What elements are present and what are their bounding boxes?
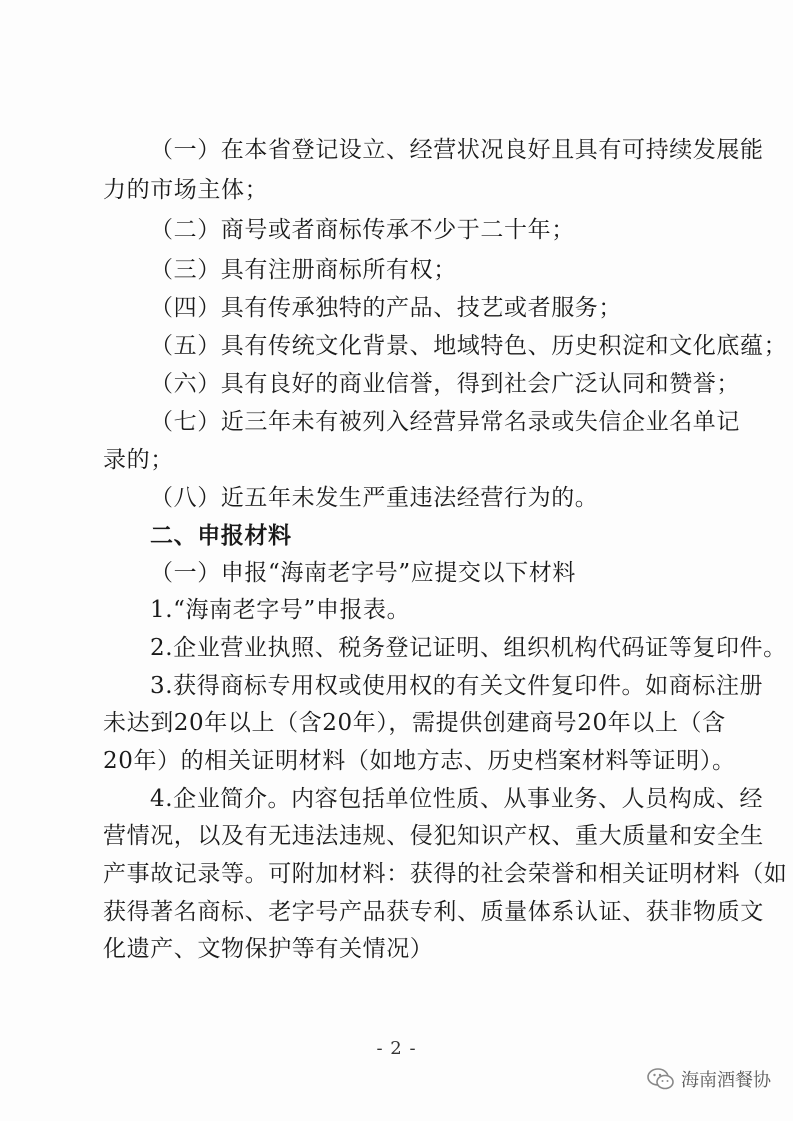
page-number: - 2 - xyxy=(376,1038,417,1059)
text-line-1: （一）在本省登记设立、经营状况良好且具有可持续发展能 xyxy=(150,137,764,163)
text-line-16: 未达到20年以上（含20年），需提供创建商号20年以上（含 xyxy=(103,710,726,736)
text-line-10: （八）近五年未发生严重违法经营行为的。 xyxy=(150,485,599,511)
text-line-21: 获得著名商标、老字号产品获专利、质量体系认证、获非物质文 xyxy=(103,899,764,925)
watermark xyxy=(647,1066,771,1092)
text-line-2: 力的市场主体； xyxy=(103,177,269,203)
section-heading: 二、申报材料 xyxy=(150,523,292,549)
text-line-5: （四）具有传承独特的产品、技艺或者服务； xyxy=(150,295,622,321)
text-line-19: 营情况，以及有无违法违规、侵犯知识产权、重大质量和安全生 xyxy=(103,823,764,849)
text-line-12: （一）申报“海南老字号”应提交以下材料 xyxy=(150,560,576,586)
text-line-7: （六）具有良好的商业信誉，得到社会广泛认同和赞誉； xyxy=(150,371,740,397)
text-line-14: 2.企业营业执照、税务登记证明、组织机构代码证等复印件。 xyxy=(150,635,787,661)
text-line-8: （七）近三年未有被列入经营异常名录或失信企业名单记 xyxy=(150,409,740,435)
text-line-6: （五）具有传统文化背景、地域特色、历史积淀和文化底蕴； xyxy=(150,333,788,359)
watermark-text: 海南酒餐协 xyxy=(681,1070,771,1091)
wechat-icon xyxy=(647,1067,675,1091)
text-line-9: 录的； xyxy=(103,447,174,473)
text-line-4: （三）具有注册商标所有权； xyxy=(150,257,457,283)
text-line-13: 1.“海南老字号”申报表。 xyxy=(150,597,411,623)
text-line-3: （二）商号或者商标传承不少于二十年； xyxy=(150,217,575,243)
text-line-18: 4.企业简介。内容包括单位性质、从事业务、人员构成、经 xyxy=(150,786,764,812)
text-line-15: 3.获得商标专用权或使用权的有关文件复印件。如商标注册 xyxy=(150,673,764,699)
text-line-22: 化遗产、文物保护等有关情况） xyxy=(103,936,434,962)
text-line-17: 20年）的相关证明材料（如地方志、历史档案材料等证明）。 xyxy=(103,748,736,774)
text-line-20: 产事故记录等。可附加材料：获得的社会荣誉和相关证明材料（如 xyxy=(103,861,788,887)
